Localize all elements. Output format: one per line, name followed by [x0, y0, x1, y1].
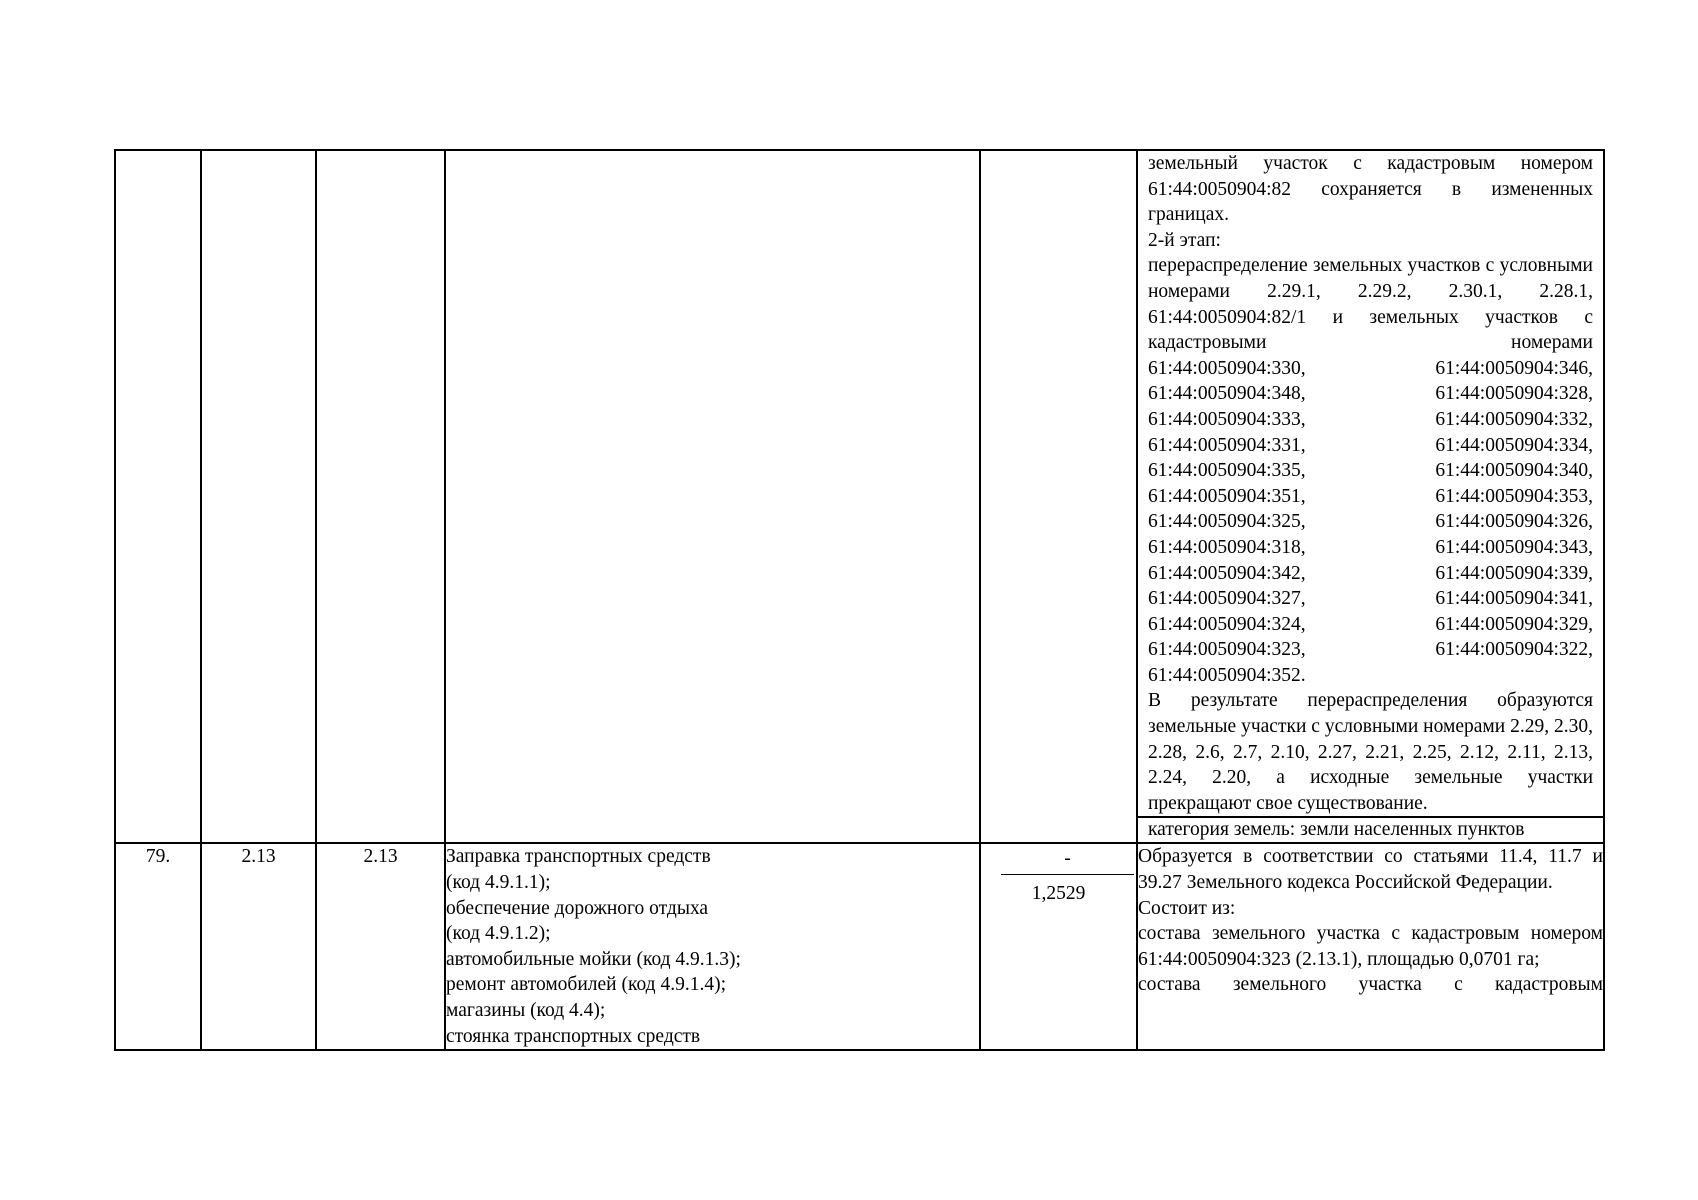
index-cell-empty: [115, 150, 201, 843]
cadastral-number: 61:44:0050904:341,: [1435, 588, 1593, 610]
cadastral-number: 61:44:0050904:340,: [1435, 460, 1593, 482]
cadastral-number: 61:44:0050904:324,: [1148, 613, 1306, 635]
list-item: [1148, 612, 1593, 638]
area-value: 1,2529: [1031, 883, 1086, 905]
list-item: [1148, 663, 1593, 689]
cadastral-number: 61:44:0050904:327,: [1148, 588, 1306, 610]
cadastral-number: 61:44:0050904:323,: [1148, 639, 1306, 661]
list-item: [1148, 407, 1593, 433]
list-item: [1148, 356, 1593, 382]
use-item: (код 4.9.1.2);: [446, 923, 551, 945]
plot-number: 2.13: [201, 843, 316, 1050]
cadastral-number: 61:44:0050904:348,: [1148, 383, 1306, 405]
cadastral-number: 61:44:0050904:332,: [1435, 408, 1593, 430]
description-line: состава земельного участка с кадастровым номером 61:44:0050904:323 (2.13.1), площадью 0,0701 га;: [1138, 923, 1603, 970]
cadastral-number: 61:44:0050904:322,: [1435, 639, 1593, 661]
list-item: [1148, 561, 1593, 587]
list-item: [1148, 535, 1593, 561]
plot-number-2: 2.13: [316, 843, 445, 1050]
cadastral-number: 61:44:0050904:329,: [1435, 613, 1593, 635]
cadastral-number: 61:44:0050904:346,: [1435, 357, 1593, 379]
plot-number-cell-empty: [201, 150, 316, 843]
plot-number-2-cell-empty: [316, 150, 445, 843]
cadastral-number: 61:44:0050904:343,: [1435, 536, 1593, 558]
cadastral-number: 61:44:0050904:330,: [1148, 357, 1306, 379]
cadastral-number: 61:44:0050904:318,: [1148, 536, 1306, 558]
cadastral-number: 61:44:0050904:326,: [1435, 511, 1593, 533]
cadastral-number: 61:44:0050904:339,: [1435, 562, 1593, 584]
stage2-heading: 2-й этап:: [1148, 229, 1221, 251]
cadastral-number: 61:44:0050904:331,: [1148, 434, 1306, 456]
uses-cell-empty: [445, 150, 980, 843]
use-item: ремонт автомобилей (код 4.9.1.4);: [446, 974, 726, 996]
cadastral-number: 61:44:0050904:352.: [1148, 664, 1306, 686]
stage2-intro: перераспределение земельных участков с условными номерами 2.29.1, 2.29.2, 2.30.1, 2.28.1, 61:44:0050904:82/1 и земельных участков с кадастровыми номерами: [1148, 255, 1593, 354]
list-item: [1148, 484, 1593, 510]
list-item: [1148, 509, 1593, 535]
use-item: обеспечение дорожного отдыха: [446, 897, 709, 919]
description-line: Состоит из:: [1138, 897, 1236, 919]
cadastral-number: 61:44:0050904:334,: [1435, 434, 1593, 456]
table-row-79: [115, 843, 1604, 1050]
area-cell-empty: [980, 150, 1137, 843]
use-item: (код 4.9.1.1);: [446, 872, 551, 894]
area-cell: [980, 843, 1137, 1050]
list-item: [1148, 381, 1593, 407]
use-item: Заправка транспортных средств: [446, 846, 711, 868]
list-item: [1148, 458, 1593, 484]
use-item: стоянка транспортных средств: [446, 1025, 701, 1047]
stage1-tail: земельный участок с кадастровым номером 61:44:0050904:82 сохраняется в измененных границах.: [1148, 153, 1593, 226]
use-item: магазины (код 4.4);: [446, 1000, 606, 1021]
permitted-uses: [445, 843, 980, 1050]
use-item: автомобильные мойки (код 4.9.1.3);: [446, 948, 741, 970]
result-text: В результате перераспределения образуются земельные участки с условными номерами 2.29, 2.30, 2.28, 2.6, 2.7, 2.10, 2.27, 2.21, 2.25, 2.12, 2.11, 2.13, 2.24, 2.20, а исходные земельные участки прекращают свое существование.: [1148, 690, 1593, 814]
cadastral-number: 61:44:0050904:335,: [1148, 460, 1306, 482]
description-text: [1138, 151, 1603, 816]
cadastral-number: 61:44:0050904:333,: [1148, 408, 1306, 430]
cadastral-number: 61:44:0050904:325,: [1148, 511, 1306, 533]
list-item: [1148, 433, 1593, 459]
description-line: состава земельного участка с кадастровым: [1138, 974, 1603, 996]
cadastral-number: 61:44:0050904:353,: [1435, 485, 1593, 507]
cadastral-number: 61:44:0050904:351,: [1148, 485, 1306, 507]
table-row-continuation: [115, 150, 1604, 843]
area-existing: -: [1001, 844, 1134, 875]
description-cell: [1137, 150, 1604, 843]
cadastral-number-list: [1148, 356, 1593, 689]
land-plots-table: [114, 149, 1605, 1051]
description-cell-79: [1137, 843, 1604, 1050]
list-item: [1148, 586, 1593, 612]
list-item: [1148, 637, 1593, 663]
description-line: Образуется в соответствии со статьями 11.4, 11.7 и 39.27 Земельного кодекса Российской Федерации.: [1138, 846, 1603, 894]
land-category: категория земель: земли населенных пунктов: [1138, 816, 1603, 842]
cadastral-number: 61:44:0050904:328,: [1435, 383, 1593, 405]
row-index: 79.: [115, 843, 201, 1050]
cadastral-number: 61:44:0050904:342,: [1148, 562, 1306, 584]
